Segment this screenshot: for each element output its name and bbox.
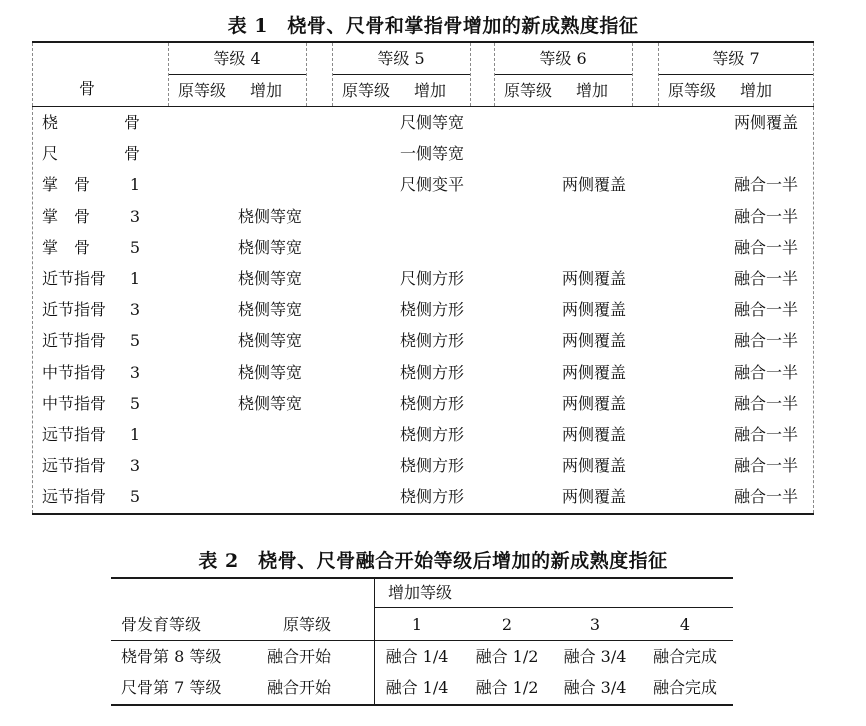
table1-dash-b [306,43,307,106]
table1-cell-grade4-added: 桡侧等宽 [237,300,302,319]
table1-cell-grade5-added: 尺侧方形 [399,269,464,288]
table1-cell-grade7-added: 融合一半 [733,175,798,194]
table1-cell-bone-name: 掌 骨 [42,207,91,226]
table1-grade-5: 等级 5 [377,49,425,68]
table1-cell-grade5-added: 桡侧方形 [399,487,464,506]
table1-cell-grade7-added: 融合一半 [733,363,798,382]
table1-grade-4: 等级 4 [213,49,261,68]
table1-header-bone: 骨 [78,79,95,98]
table2-cell-stage: 桡骨第 8 等级 [121,647,222,666]
table1-cell-grade6-added: 两侧覆盖 [561,425,626,444]
table1-cell-bone-name: 近节指骨 [42,331,107,350]
table1-cell-bone-number: 5 [129,331,140,350]
table1-cell-bone-name: 远节指骨 [42,425,107,444]
table1-cell-grade7-added: 融合一半 [733,425,798,444]
table2-cell-stage: 尺骨第 7 等级 [121,678,222,697]
table1-cell-bone-number: 5 [129,238,140,257]
table1-sub-orig: 原等级 [342,81,391,100]
table2-level: 1 [411,615,423,634]
table2-header-added: 增加等级 [387,583,452,602]
table2-bottom-rule [111,704,733,706]
table1-cell-grade7-added: 融合一半 [733,331,798,350]
table1-cell-grade7-added: 融合一半 [733,207,798,226]
table1-cell-bone-number: 1 [129,175,140,194]
table1-cell-bone-number: 5 [129,487,140,506]
table1-sub-add: 增加 [740,81,773,100]
table1-cell-bone-name: 中节指骨 [42,394,107,413]
table1-cell-grade7-added: 融合一半 [733,269,798,288]
table1-cell-bone-name: 近节指骨 [42,269,107,288]
table1-cell-bone-name: 桡 [42,113,59,132]
table1-cell-grade5-added: 桡侧方形 [399,425,464,444]
table1-cell-grade4-added: 桡侧等宽 [237,207,302,226]
table1-cell-grade6-added: 两侧覆盖 [561,363,626,382]
table2-level: 3 [589,615,601,634]
table1-cell-bone-name: 尺 [42,144,59,163]
table1-cell-bone-name: 远节指骨 [42,456,107,475]
table2-cell-value: 融合 1/2 [475,678,539,697]
table1-cell-grade6-added: 两侧覆盖 [561,456,626,475]
table1-grade6-underline [494,74,632,75]
table1-cell-grade6-added: 两侧覆盖 [561,394,626,413]
table1-body-right-dash [813,107,814,513]
table1-cell-grade7-added: 融合一半 [733,456,798,475]
table2-added-underline [375,607,733,608]
table1-grade5-underline [332,74,470,75]
table1-cell-bone-number: 骨 [123,113,140,132]
table1-cell-bone-number: 1 [129,425,140,444]
table1-grade-6: 等级 6 [539,49,587,68]
table2-cell-value: 融合 3/4 [563,678,627,697]
table2-level: 4 [679,615,691,634]
table1-cell-bone-name: 掌 骨 [42,175,91,194]
table2-header-rule [111,640,733,641]
table2-cell-value: 融合完成 [652,678,717,697]
table2 [111,577,733,706]
table1-cell-bone-number: 3 [129,300,140,319]
table1-grade-7: 等级 7 [712,49,760,68]
table1-cell-bone-name: 中节指骨 [42,363,107,382]
table1-cell-grade4-added: 桡侧等宽 [237,331,302,350]
table1-sub-add: 增加 [414,81,447,100]
table1 [32,41,814,515]
table1-cell-grade5-added: 桡侧方形 [399,456,464,475]
table1-cell-bone-number: 骨 [123,144,140,163]
table1-sub-orig: 原等级 [178,81,227,100]
table1-cell-grade7-added: 融合一半 [733,300,798,319]
table1-cell-grade5-added: 桡侧方形 [399,331,464,350]
table1-cell-grade6-added: 两侧覆盖 [561,300,626,319]
table2-cell-value: 融合 3/4 [563,647,627,666]
table1-sub-add: 增加 [576,81,609,100]
table1-cell-grade5-added: 桡侧方形 [399,300,464,319]
table1-sub-orig: 原等级 [504,81,553,100]
table2-header-orig: 原等级 [283,615,332,634]
table2-level: 2 [501,615,513,634]
table1-cell-bone-number: 3 [129,207,140,226]
table1-cell-grade5-added: 一侧等宽 [399,144,464,163]
table1-cell-grade7-added: 融合一半 [733,238,798,257]
table1-body-left-dash [32,107,33,513]
table1-cell-grade5-added: 桡侧方形 [399,394,464,413]
table1-cell-bone-number: 3 [129,456,140,475]
table1-cell-bone-name: 掌 骨 [42,238,91,257]
table1-grade4-underline [168,74,306,75]
table1-sub-orig: 原等级 [668,81,717,100]
table1-cell-grade5-added: 桡侧方形 [399,363,464,382]
table1-dash-d [470,43,471,106]
table1-sub-add: 增加 [250,81,283,100]
table2-cell-orig: 融合开始 [267,647,332,666]
table1-cell-bone-number: 1 [129,269,140,288]
table2-cell-orig: 融合开始 [267,678,332,697]
table1-dash-f [632,43,633,106]
table1-cell-grade6-added: 两侧覆盖 [561,487,626,506]
table2-title: 表 2 桡骨、尺骨融合开始等级后增加的新成熟度指征 [198,550,668,572]
table2-cell-value: 融合完成 [652,647,717,666]
table1-cell-grade4-added: 桡侧等宽 [237,238,302,257]
table2-cell-value: 融合 1/2 [475,647,539,666]
table1-cell-grade4-added: 桡侧等宽 [237,363,302,382]
table1-cell-grade6-added: 两侧覆盖 [561,269,626,288]
table1-cell-grade5-added: 尺侧等宽 [399,113,464,132]
table1-cell-grade6-added: 两侧覆盖 [561,175,626,194]
table1-cell-grade5-added: 尺侧变平 [399,175,464,194]
table1-cell-grade7-added: 融合一半 [733,394,798,413]
table1-bottom-rule [32,513,814,515]
table1-grade7-underline [658,74,814,75]
table1-cell-bone-number: 3 [129,363,140,382]
table1-cell-bone-name: 近节指骨 [42,300,107,319]
table1-header-rule [32,106,814,107]
table1-title: 表 1 桡骨、尺骨和掌指骨增加的新成熟度指征 [227,15,639,37]
table1-cell-grade4-added: 桡侧等宽 [237,269,302,288]
table1-cell-grade7-added: 两侧覆盖 [733,113,798,132]
table2-cell-value: 融合 1/4 [385,678,449,697]
table1-cell-grade7-added: 融合一半 [733,487,798,506]
table2-cell-value: 融合 1/4 [385,647,449,666]
table1-cell-grade6-added: 两侧覆盖 [561,331,626,350]
table1-cell-grade4-added: 桡侧等宽 [237,394,302,413]
table1-cell-bone-name: 远节指骨 [42,487,107,506]
table2-top-rule [111,577,733,579]
table1-top-rule [32,41,814,43]
table2-header-stage: 骨发育等级 [121,615,202,634]
table1-cell-bone-number: 5 [129,394,140,413]
